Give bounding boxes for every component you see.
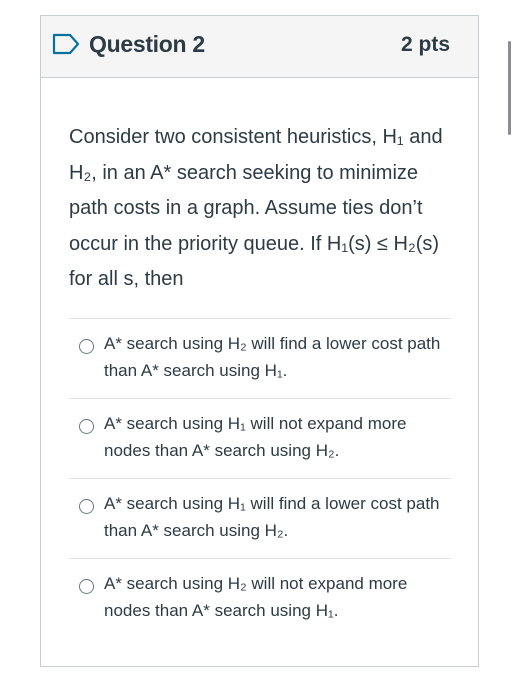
answer-label: A* search using H₁ will not expand more nodes than A* search using H₂. — [104, 414, 407, 460]
answer-label: A* search using H₂ will not expand more nodes than A* search using H₁. — [104, 574, 408, 620]
answer-label: A* search using H₂ will find a lower cost path than A* search using H₁. — [104, 334, 441, 380]
page-scrollbar[interactable] — [508, 41, 511, 135]
answer-list — [69, 318, 451, 638]
question-prompt: Consider two consistent heuristics, H₁ and H₂, in an A* search seeking to minimize path costs in a graph. Assume ties don’t occur in the priority queue. If H₁(s) ≤ H₂(s) for all s, then — [69, 126, 443, 290]
question-card — [40, 15, 479, 667]
radio-unselected-icon[interactable] — [79, 579, 94, 594]
answer-option-3[interactable] — [69, 478, 451, 558]
answer-label: A* search using H₁ will find a lower cost path than A* search using H₂. — [104, 494, 440, 540]
answer-option-4[interactable] — [69, 558, 451, 638]
answer-option-2[interactable] — [69, 398, 451, 478]
answer-option-1[interactable] — [69, 318, 451, 398]
question-points: 2 pts — [400, 33, 450, 56]
question-header — [41, 16, 478, 78]
radio-unselected-icon[interactable] — [79, 499, 94, 514]
bookmark-flag-icon[interactable] — [52, 33, 80, 55]
question-title: Question 2 — [89, 31, 205, 57]
radio-unselected-icon[interactable] — [79, 339, 94, 354]
radio-unselected-icon[interactable] — [79, 419, 94, 434]
